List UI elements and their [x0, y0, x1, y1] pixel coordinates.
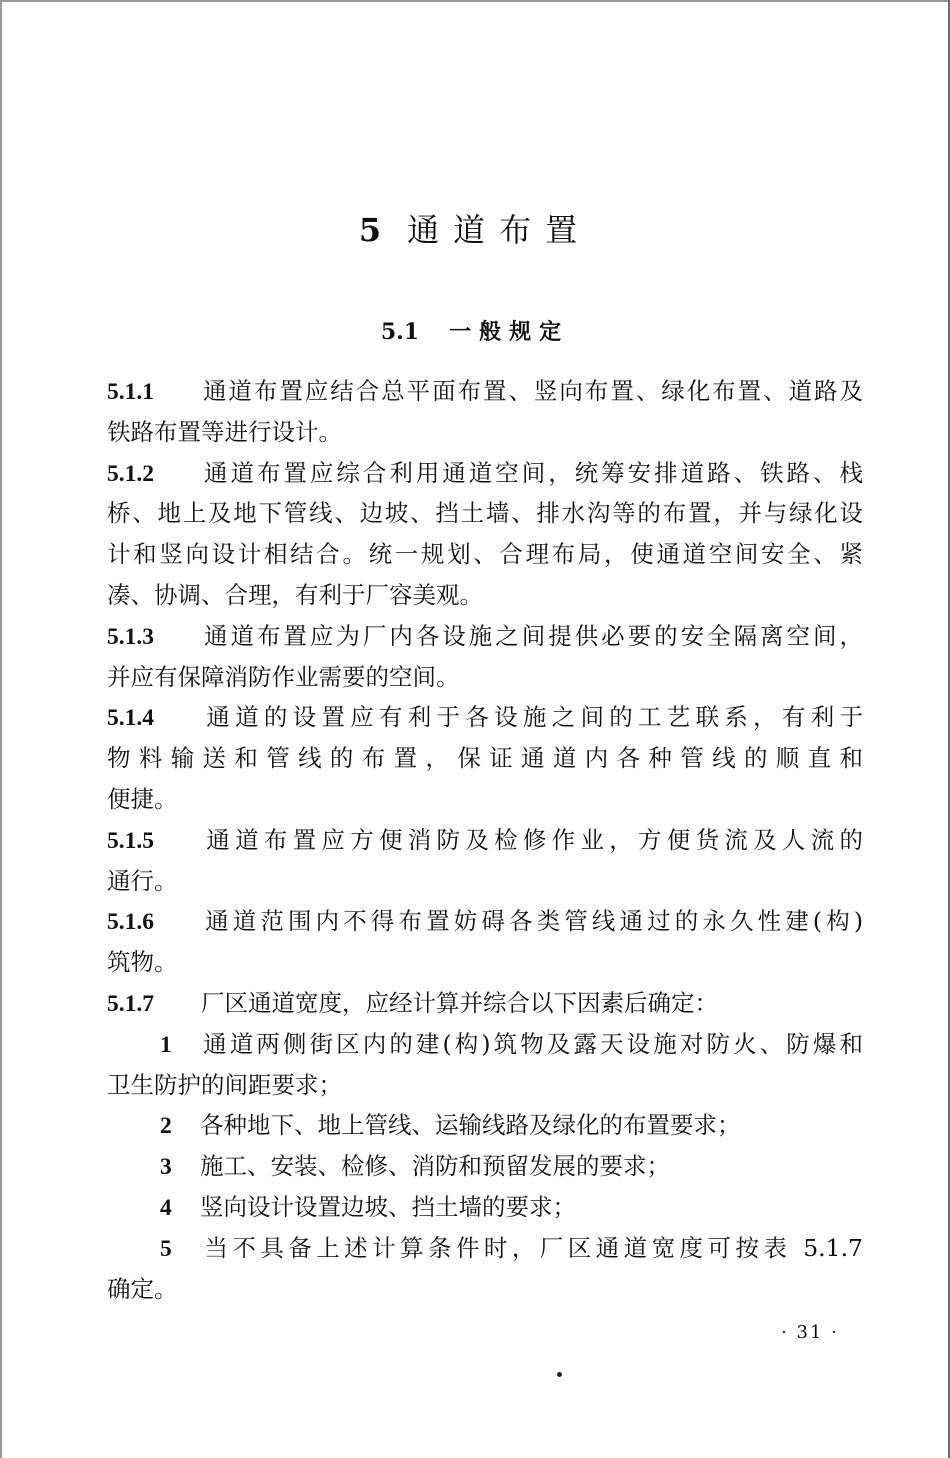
- item-number: 2: [160, 1113, 172, 1140]
- line-text: 厂区通道宽度，应经计算并综合以下因素后确定：: [201, 989, 718, 1017]
- item-number: 1: [160, 1031, 172, 1058]
- clause-number: 5.1.6: [107, 909, 154, 936]
- line-text: 通道布置应结合总平面布置、竖向布置、绿化布置、道路及: [201, 377, 863, 405]
- scan-speck: [556, 1371, 563, 1378]
- text-line: [107, 1065, 863, 1106]
- text-line: [107, 371, 863, 412]
- text-line: [107, 616, 863, 657]
- text-line: [107, 901, 863, 942]
- line-text: 当不具备上述计算条件时，厂区通道宽度可按表 5.1.7: [200, 1233, 863, 1262]
- clause-number: 5.1.5: [107, 827, 154, 854]
- text-line: [107, 942, 863, 983]
- clause-number: 5.1.2: [107, 460, 154, 487]
- line-text: 计和竖向设计相结合。统一规划、合理布局，使通道空间安全、紧: [107, 540, 863, 569]
- text-line: [107, 575, 863, 616]
- line-text: 通道的设置应有利于各设施之间的工艺联系，有利于: [201, 703, 863, 732]
- section-heading: [0, 315, 950, 346]
- line-text: 施工、安装、检修、消防和预留发展的要求；: [200, 1152, 670, 1181]
- line-text: 通道布置应方便消防及检修作业，方便货流及人流的: [201, 825, 863, 854]
- line-text: 通行。: [107, 866, 178, 895]
- text-line: [107, 657, 863, 698]
- clause-number: 5.1.7: [107, 991, 154, 1017]
- clause-number: 5.1.3: [107, 623, 154, 650]
- clause-number: 5.1.4: [107, 705, 154, 732]
- chapter-title: 通道布置: [407, 211, 592, 249]
- line-text: 桥、地上及地下管线、边坡、挡土墙、排水沟等的布置，并与绿化设: [107, 499, 863, 528]
- line-text: 铁路布置等进行设计。: [107, 417, 342, 446]
- text-line: [107, 983, 863, 1024]
- line-text: 凑、协调、合理，有利于厂容美观。: [107, 581, 483, 609]
- text-line: [160, 1146, 863, 1187]
- text-line: [107, 779, 863, 820]
- item-number: 3: [160, 1154, 172, 1181]
- text-line: [107, 738, 863, 779]
- clause-number: 5.1.1: [107, 379, 154, 405]
- page-number: · 31 ·: [781, 1322, 839, 1343]
- text-line: [160, 1024, 863, 1065]
- line-text: 通道布置应综合利用通道空间，统筹安排道路、铁路、栈: [201, 458, 863, 487]
- section-title: 一般规定: [449, 319, 570, 345]
- line-text: 筑物。: [107, 948, 178, 977]
- text-line: [107, 697, 863, 738]
- line-text: 便捷。: [107, 785, 178, 813]
- text-line: [107, 412, 863, 453]
- text-line: [160, 1105, 863, 1146]
- text-line: [107, 820, 863, 861]
- text-line: [160, 1228, 863, 1269]
- text-line: [107, 493, 863, 534]
- text-line: [160, 1187, 863, 1228]
- line-text: 物料输送和管线的布置，保证通道内各种管线的顺直和: [107, 744, 863, 773]
- chapter-number: 5: [358, 211, 382, 249]
- line-text: 通道两侧街区内的建(构)筑物及露天设施对防火、防爆和: [200, 1029, 863, 1058]
- line-text: 确定。: [107, 1274, 178, 1303]
- item-number: 5: [160, 1235, 172, 1262]
- line-text: 通道布置应为厂内各设施之间提供必要的安全隔离空间，: [201, 621, 863, 650]
- line-text: 通道范围内不得布置妨碍各类管线通过的永久性建(构): [201, 907, 863, 936]
- line-text: 并应有保障消防作业需要的空间。: [107, 662, 460, 691]
- line-text: 卫生防护的间距要求；: [107, 1070, 342, 1099]
- section-number: 5.1: [380, 319, 420, 345]
- text-line: [107, 453, 863, 494]
- text-line: [107, 1269, 863, 1310]
- item-number: 4: [160, 1195, 172, 1221]
- line-text: 各种地下、地上管线、运输线路及绿化的布置要求；: [200, 1111, 741, 1140]
- text-line: [107, 534, 863, 575]
- text-line: [107, 861, 863, 902]
- page-frame-top: [0, 0, 950, 2]
- chapter-heading: [0, 205, 950, 251]
- line-text: 竖向设计设置边坡、挡土墙的要求；: [200, 1193, 576, 1221]
